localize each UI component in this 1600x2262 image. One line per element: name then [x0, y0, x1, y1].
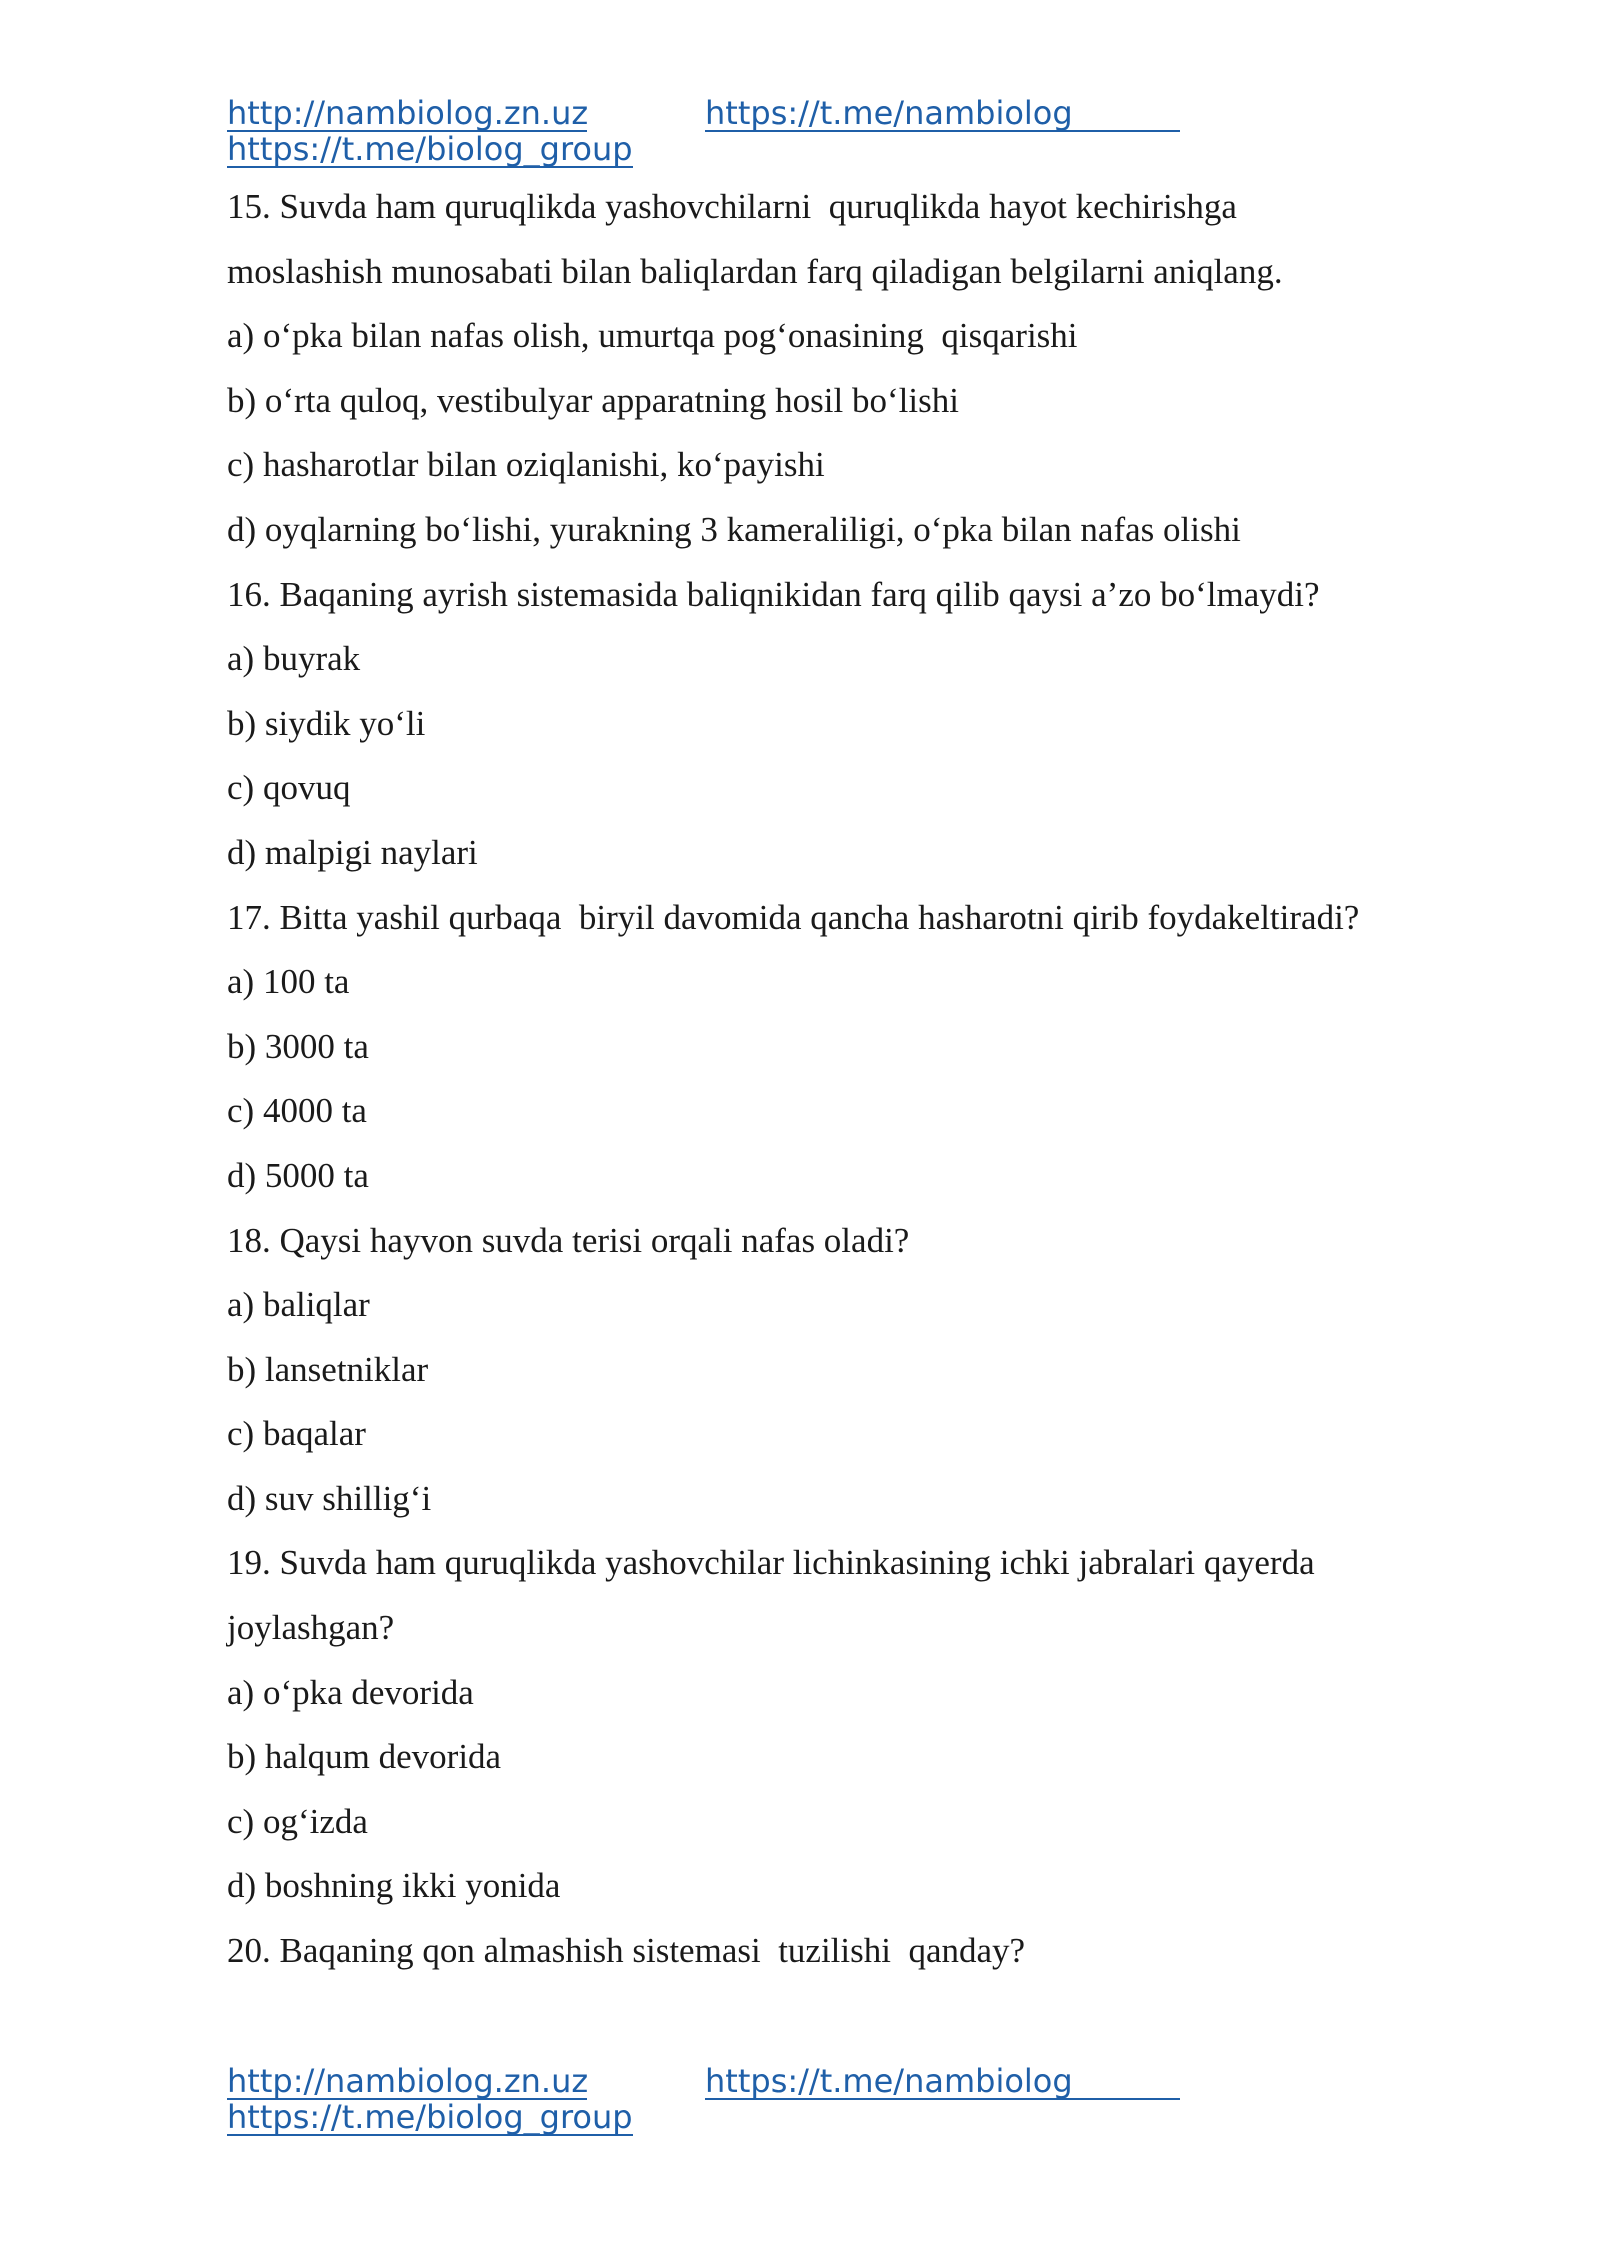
header-group-row [227, 132, 1427, 168]
answer-option: d) oyqlarning bo‘lishi, yurakning 3 kameraliligi, o‘pka bilan nafas olishi [227, 509, 1241, 549]
answer-option: d) 5000 ta [227, 1155, 369, 1195]
header-channel-link[interactable]: https://t.me/nambiolog [705, 96, 1180, 132]
question-text: 19. Suvda ham quruqlikda yashovchilar lichinkasining ichki jabralari qayerda [227, 1543, 1315, 1583]
footer-group-row [227, 2100, 1427, 2136]
question-text: 18. Qaysi hayvon suvda terisi orqali nafas oladi? [227, 1220, 910, 1260]
answer-option: d) malpigi naylari [227, 832, 478, 872]
answer-option: d) suv shillig‘i [227, 1478, 432, 1518]
question-20 [227, 1919, 1467, 1984]
answer-option: a) o‘pka bilan nafas olish, umurtqa pog‘onasining qisqarishi [227, 316, 1078, 356]
answer-option: a) buyrak [227, 639, 361, 679]
page-header [227, 96, 1427, 168]
footer-channel-link[interactable]: https://t.me/nambiolog [705, 2064, 1180, 2100]
answer-option: b) lansetniklar [227, 1349, 429, 1389]
question-text: moslashish munosabati bilan baliqlardan farq qiladigan belgilarni aniqlang. [227, 251, 1283, 291]
question-19 [227, 1531, 1467, 1919]
answer-option: c) qovuq [227, 768, 351, 808]
question-text: 20. Baqaning qon almashish sistemasi tuzilishi qanday? [227, 1931, 1026, 1971]
header-site-link[interactable]: http://nambiolog.zn.uz [227, 94, 589, 132]
question-text: 15. Suvda ham quruqlikda yashovchilarni quruqlikda hayot kechirishga [227, 187, 1237, 226]
question-list [227, 175, 1467, 1984]
header-group-link[interactable]: https://t.me/biolog_group [227, 130, 633, 168]
answer-option: c) 4000 ta [227, 1091, 367, 1131]
footer-link-row [227, 2064, 1427, 2100]
answer-option: b) halqum devorida [227, 1737, 502, 1777]
question-17 [227, 886, 1467, 1209]
answer-option: a) o‘pka devorida [227, 1672, 474, 1712]
answer-option: c) og‘izda [227, 1801, 368, 1841]
answer-option: a) 100 ta [227, 962, 350, 1002]
header-link-row [227, 96, 1427, 132]
footer-site-link[interactable]: http://nambiolog.zn.uz [227, 2062, 589, 2100]
answer-option: c) baqalar [227, 1414, 366, 1454]
question-text: joylashgan? [227, 1608, 395, 1648]
page-footer [227, 2064, 1427, 2136]
question-15 [227, 175, 1467, 563]
answer-option: a) baliqlar [227, 1285, 370, 1325]
answer-option: d) boshning ikki yonida [227, 1866, 561, 1906]
question-text: 17. Bitta yashil qurbaqa biryil davomida qancha hasharotni qirib foydakeltiradi? [227, 897, 1360, 937]
question-text: 16. Baqaning ayrish sistemasida baliqnikidan farq qilib qaysi a’zo bo‘lmaydi? [227, 574, 1320, 614]
answer-option: c) hasharotlar bilan oziqlanishi, ko‘payishi [227, 445, 825, 485]
question-16 [227, 563, 1467, 886]
question-18 [227, 1209, 1467, 1532]
answer-option: b) o‘rta quloq, vestibulyar apparatning hosil bo‘lishi [227, 380, 959, 420]
answer-option: b) 3000 ta [227, 1026, 369, 1066]
answer-option: b) siydik yo‘li [227, 703, 426, 743]
footer-group-link[interactable]: https://t.me/biolog_group [227, 2098, 633, 2136]
